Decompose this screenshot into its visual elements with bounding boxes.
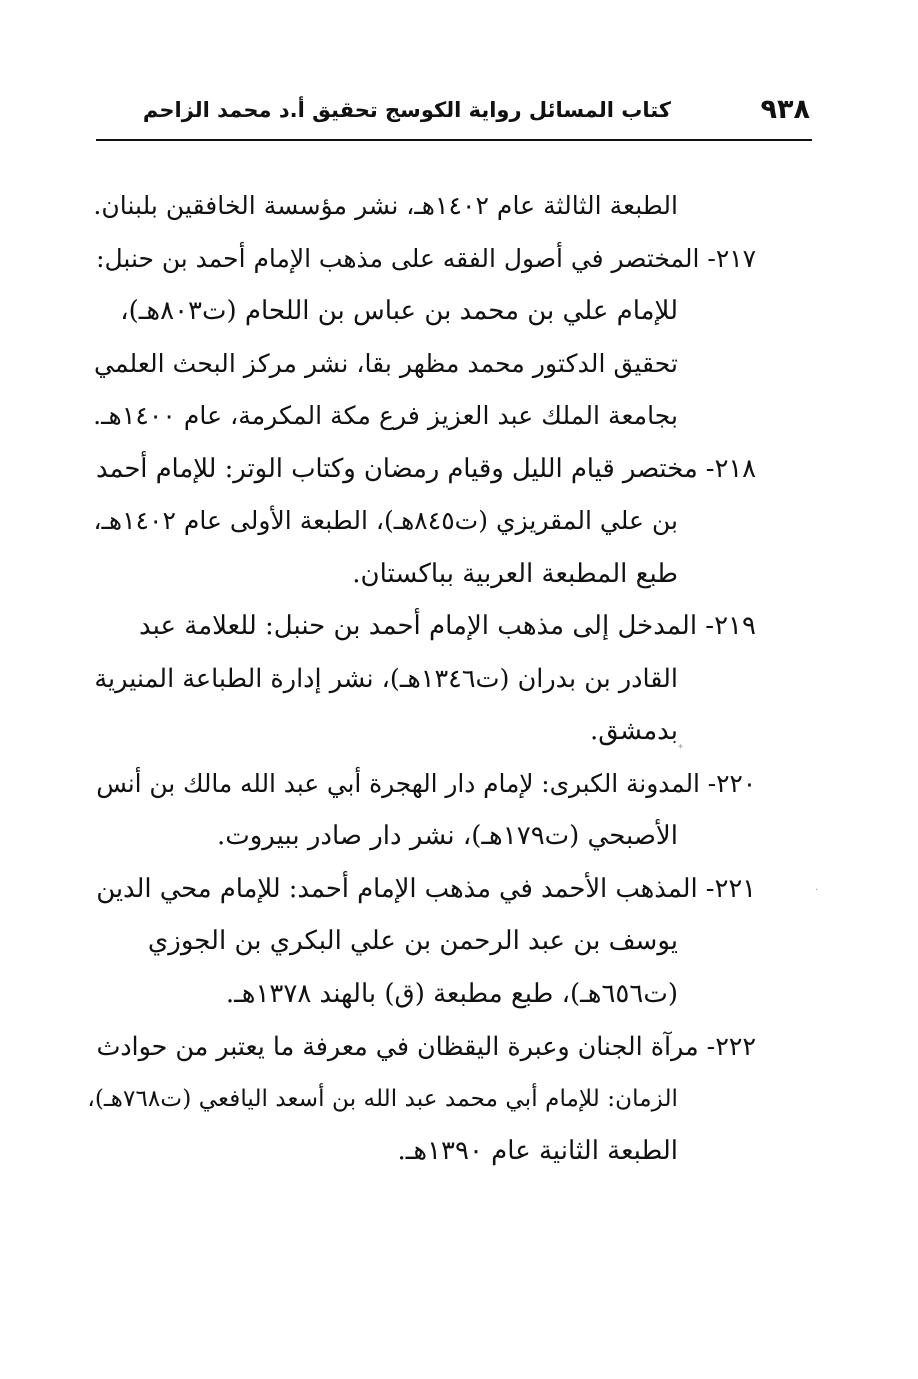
text-line: بن علي المقريزي (ت٨٤٥هـ)، الطبعة الأولى عام ١٤٠٢هـ، (93, 506, 678, 535)
text-line: تحقيق الدكتور محمد مظهر بقا، نشر مركز البحث العلمي (94, 348, 678, 378)
page-number: ٩٣٨ (760, 94, 810, 125)
text-line: الزمان: للإمام أبي محمد عبد الله بن أسعد اليافعي (ت٧٦٨هـ)، (87, 1084, 678, 1112)
text-line: بدمشق. (590, 716, 678, 746)
scan-speck: · (815, 885, 819, 896)
page-header (96, 92, 816, 132)
text-line: طبع المطبعة العربية بباكستان. (352, 558, 678, 589)
text-line: بجامعة الملك عبد العزيز فرع مكة المكرمة، عام ١٤٠٠هـ. (93, 401, 678, 430)
text-line: الأصبحي (ت١٧٩هـ)، نشر دار صادر ببيروت. (217, 821, 678, 851)
text-line: يوسف بن عبد الرحمن بن علي البكري بن الجوزي (147, 926, 678, 956)
text-line: القادر بن بدران (ت١٣٤٦هـ)، نشر إدارة الطباعة المنيرية (94, 663, 678, 694)
text-line: الطبعة الثانية عام ١٣٩٠هـ. (397, 1136, 678, 1166)
bibliography-list (87, 180, 756, 1178)
entry-218-line: ٢١٨- مختصر قيام الليل وقيام رمضان وكتاب الوتر: للإمام أحمد (95, 453, 756, 484)
text-line: للإمام علي بن محمد بن عباس بن اللحام (ت٨٠٣هـ)، (120, 296, 678, 326)
entry-217-line: ٢١٧- المختصر في أصول الفقه على مذهب الإمام أحمد بن حنبل: (96, 243, 756, 273)
entry-221-line: ٢٢١- المذهب الأحمد في مذهب الإمام أحمد: للإمام محي الدين (96, 873, 756, 904)
entry-220-line: ٢٢٠- المدونة الكبرى: لإمام دار الهجرة أبي عبد الله مالك بن أنس (96, 768, 756, 798)
text-line: (ت٦٥٦هـ)، طبع مطبعة (ق) بالهند ١٣٧٨هـ. (225, 978, 678, 1009)
scan-speck: ⁎ (678, 740, 683, 751)
entry-222-line: ٢٢٢- مرآة الجنان وعبرة اليقظان في معرفة ما يعتبر من حوادث (96, 1031, 756, 1061)
running-title: كتاب المسائل رواية الكوسج تحقيق أ.د محمد الزاحم (142, 98, 671, 122)
text-line: الطبعة الثالثة عام ١٤٠٢هـ، نشر مؤسسة الخافقين بلبنان. (93, 191, 678, 220)
entry-219-line: ٢١٩- المدخل إلى مذهب الإمام أحمد بن حنبل: للعلامة عبد (139, 611, 756, 641)
header-divider (96, 139, 812, 141)
